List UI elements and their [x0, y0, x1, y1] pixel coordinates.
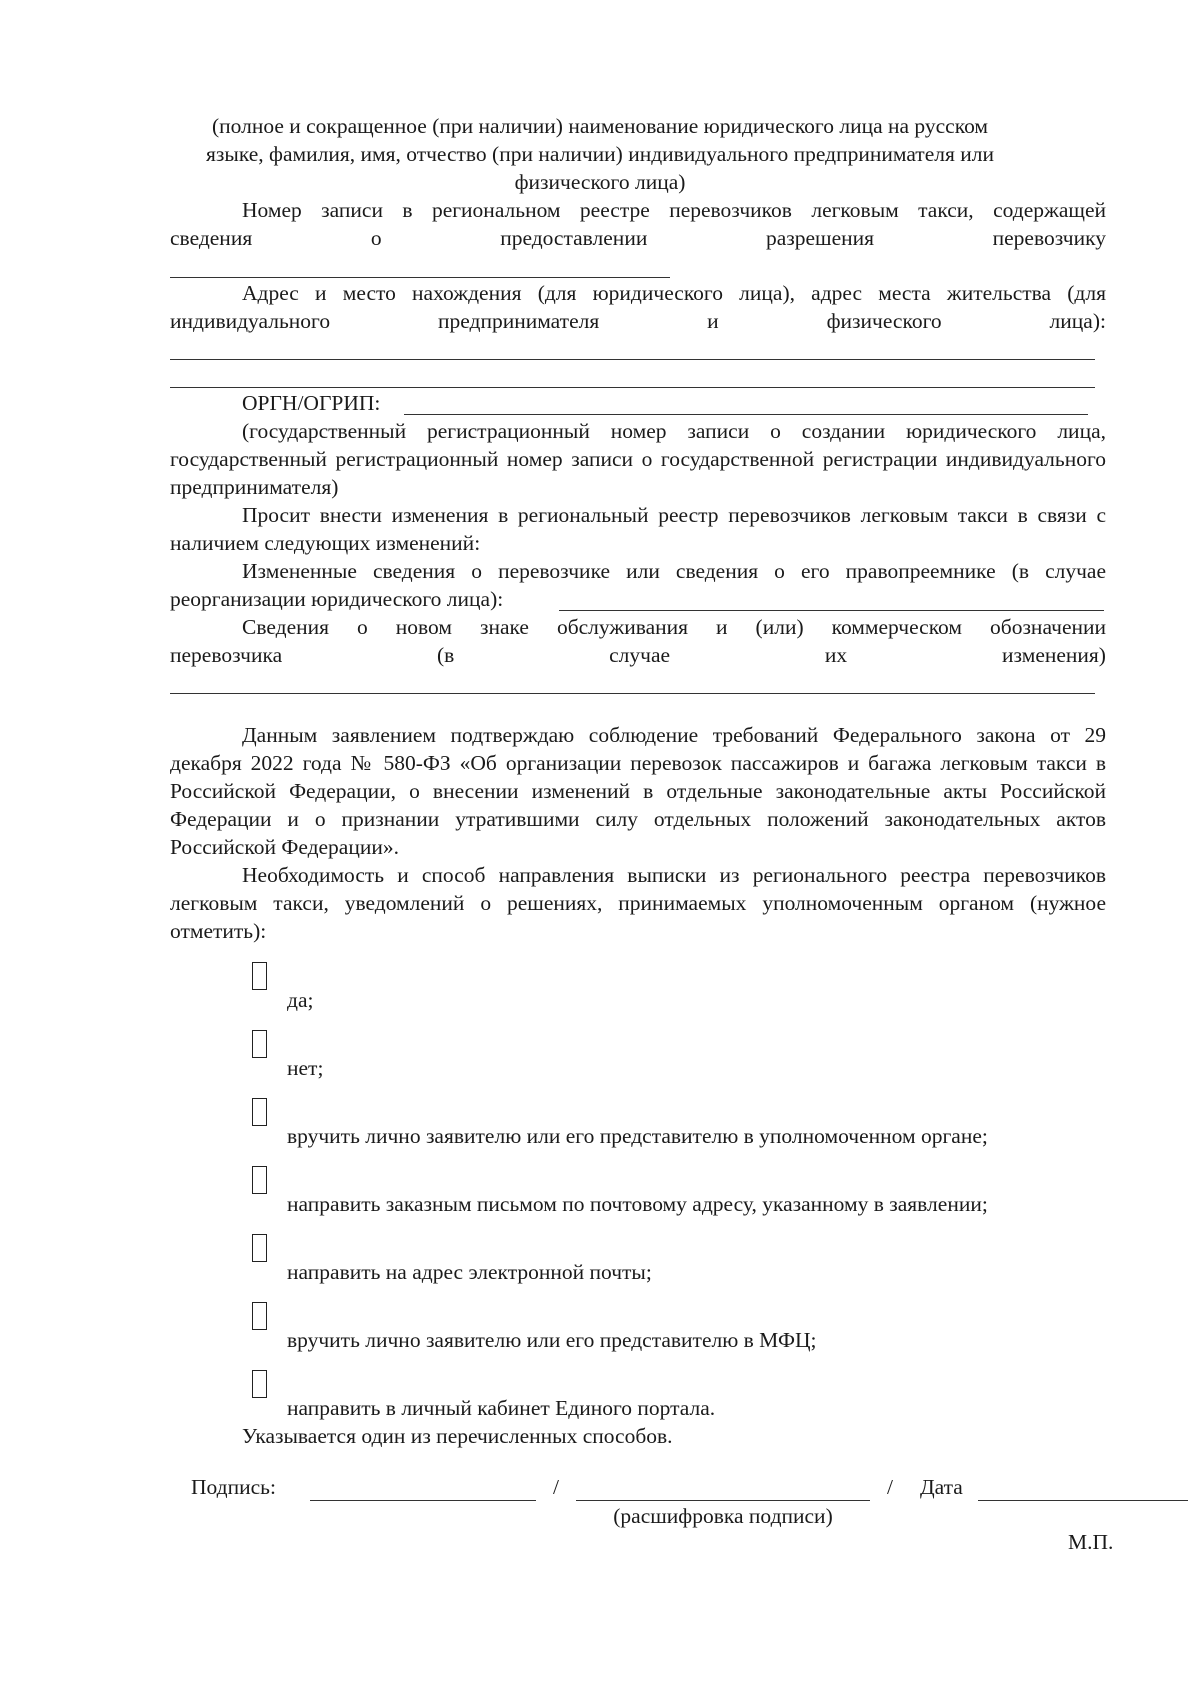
signature-decode-field[interactable]: [576, 1500, 870, 1501]
option-checkbox-registered-mail[interactable]: [252, 1166, 267, 1194]
separator-slash: /: [553, 1475, 559, 1499]
ogrn-field[interactable]: [404, 414, 1088, 415]
header-line-1: (полное и сокращенное (при наличии) наименование юридического лица на русском: [211, 114, 989, 138]
option-checkbox-in-person-authority[interactable]: [252, 1098, 267, 1126]
ogrn-label: ОРГН/ОГРИП:: [242, 391, 381, 415]
header-line-3: физического лица): [514, 170, 686, 194]
address-field-1[interactable]: [170, 359, 1095, 360]
service-mark-line: Сведения о новом знаке обслуживания и (или) коммерческом обозначении: [242, 615, 1106, 639]
option-label-no: нет;: [287, 1056, 324, 1080]
option-label-registered-mail: направить заказным письмом по почтовому адресу, указанному в заявлении;: [287, 1192, 988, 1216]
service-mark-words: [170, 641, 1106, 669]
word: предоставлении: [500, 226, 648, 250]
word: предпринимателя: [438, 309, 600, 333]
registry-number-field[interactable]: [170, 277, 670, 278]
registry-record-line: Номер записи в региональном реестре перевозчиков легковым такси, содержащей: [242, 198, 1106, 222]
date-label: Дата: [920, 1475, 963, 1499]
option-label-email: направить на адрес электронной почты;: [287, 1260, 652, 1284]
word: сведения: [170, 226, 253, 250]
option-checkbox-email[interactable]: [252, 1234, 267, 1262]
confirmation-text: Данным заявлением подтверждаю соблюдение требований Федерального закона от 29 декабря 2022 года № 580-ФЗ «Об организации перевозок пассажиров и багажа легковым такси в Российской Федерации, о внесении изменений в отдельные законодательные акты Российской Федерации и о признании утратившими силу отдельных положений законодательных актов Российской Федерации».: [170, 723, 1106, 859]
word: и: [707, 309, 719, 333]
options-note: Указывается один из перечисленных способов.: [242, 1424, 673, 1448]
word: лица):: [1049, 309, 1106, 333]
option-checkbox-yes[interactable]: [252, 962, 267, 990]
request-text: Просит внести изменения в региональный реестр перевозчиков легковым такси в связи с наличием следующих изменений:: [170, 503, 1106, 555]
decode-caption: (расшифровка подписи): [613, 1504, 833, 1528]
changed-info-field[interactable]: [559, 610, 1104, 611]
word: их: [824, 643, 848, 667]
service-mark-field[interactable]: [170, 693, 1095, 694]
necessity-text: Необходимость и способ направления выписки из регионального реестра перевозчиков легковым такси, уведомлений о решениях, принимаемых уполномоченным органом (нужное отметить):: [170, 863, 1106, 943]
address-line: Адрес и место нахождения (для юридического лица), адрес места жительства (для: [242, 281, 1106, 305]
option-checkbox-no[interactable]: [252, 1030, 267, 1058]
word: перевозчику: [992, 226, 1106, 250]
word: (в: [436, 643, 455, 667]
word: случае: [609, 643, 671, 667]
date-field[interactable]: [978, 1500, 1188, 1501]
word: о: [370, 226, 382, 250]
word: изменения): [1002, 643, 1106, 667]
changed-info-line-2: реорганизации юридического лица):: [170, 587, 504, 611]
option-label-portal: направить в личный кабинет Единого портала.: [287, 1396, 716, 1420]
header-line-2: языке, фамилия, имя, отчество (при наличии) индивидуального предпринимателя или: [206, 142, 994, 166]
address-words: [170, 307, 1106, 335]
word: перевозчика: [170, 643, 283, 667]
option-label-in-person-authority: вручить лично заявителю или его представителю в уполномоченном органе;: [287, 1124, 988, 1148]
changed-info-line: Измененные сведения о перевозчике или сведения о его правопреемнике (в случае: [242, 559, 1106, 583]
signature-label: Подпись:: [191, 1475, 276, 1499]
ogrn-note: (государственный регистрационный номер записи о создании юридического лица, государственный регистрационный номер записи о государственной регистрации индивидуального предпринимателя): [170, 419, 1106, 499]
option-checkbox-portal[interactable]: [252, 1370, 267, 1398]
option-checkbox-mfc[interactable]: [252, 1302, 267, 1330]
signature-field[interactable]: [310, 1500, 536, 1501]
address-field-2[interactable]: [170, 387, 1095, 388]
option-label-yes: да;: [287, 988, 314, 1012]
stamp-label: М.П.: [1068, 1530, 1114, 1554]
word: разрешения: [765, 226, 875, 250]
separator-slash: /: [887, 1475, 893, 1499]
registry-record-words: [170, 224, 1106, 252]
word: физического: [826, 309, 942, 333]
word: индивидуального: [170, 309, 331, 333]
option-label-mfc: вручить лично заявителю или его представителю в МФЦ;: [287, 1328, 817, 1352]
